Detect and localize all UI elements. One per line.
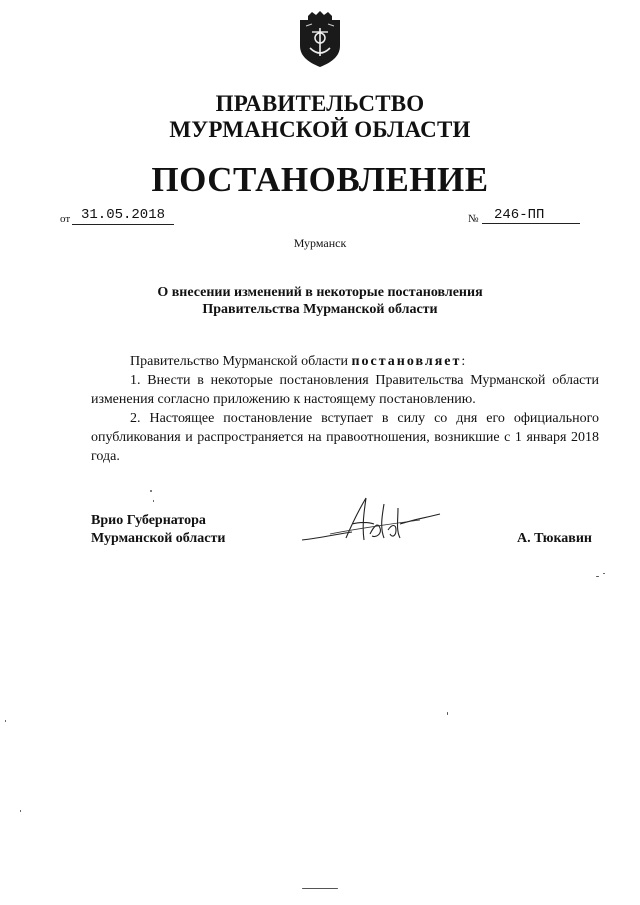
scan-speck xyxy=(20,810,21,812)
intro-prefix: Правительство Мурманской области xyxy=(130,354,352,369)
scan-speck xyxy=(153,500,154,502)
scan-speck xyxy=(447,712,448,715)
intro-paragraph xyxy=(91,352,599,371)
scan-speck xyxy=(596,576,599,577)
signatory-title-line2: Мурманской области xyxy=(91,531,226,546)
item-1-paragraph: 1. Внести в некоторые постановления Правительства Мурманской области изменения согласно приложению к настоящему постановлению. xyxy=(91,373,599,407)
intro-suffix: : xyxy=(461,354,466,369)
document-body xyxy=(91,352,599,466)
document-type-title: ПОСТАНОВЛЕНИЕ xyxy=(151,160,489,199)
signatory-name: А. Тюкавин xyxy=(517,531,592,546)
subject-line2: Правительства Мурманской области xyxy=(202,302,438,317)
org-name-line1: ПРАВИТЕЛЬСТВО xyxy=(215,91,425,116)
item-2-paragraph: 2. Настоящее постановление вступает в силу со дня его официального опубликования и распространяется на правоотношения, возникшие с 1 января 2018 года. xyxy=(91,411,599,464)
scan-speck xyxy=(5,720,6,722)
murmansk-coat-of-arms-icon xyxy=(296,10,344,68)
date-label: от xyxy=(60,213,71,225)
scan-speck xyxy=(302,888,338,889)
document-date: 31.05.2018 xyxy=(72,207,174,225)
subject-line1: О внесении изменений в некоторые постановления xyxy=(157,285,483,300)
scan-speck xyxy=(150,490,152,492)
handwritten-signature xyxy=(300,494,445,550)
org-name-line2: МУРМАНСКОЙ ОБЛАСТИ xyxy=(169,117,471,142)
document-number: 246-ПП xyxy=(482,207,580,224)
city-name: Мурманск xyxy=(293,236,347,250)
number-label: № xyxy=(468,213,479,225)
scan-speck xyxy=(603,573,605,574)
signatory-title-line1: Врио Губернатора xyxy=(91,513,206,528)
intro-verb: постановляет xyxy=(351,354,462,369)
